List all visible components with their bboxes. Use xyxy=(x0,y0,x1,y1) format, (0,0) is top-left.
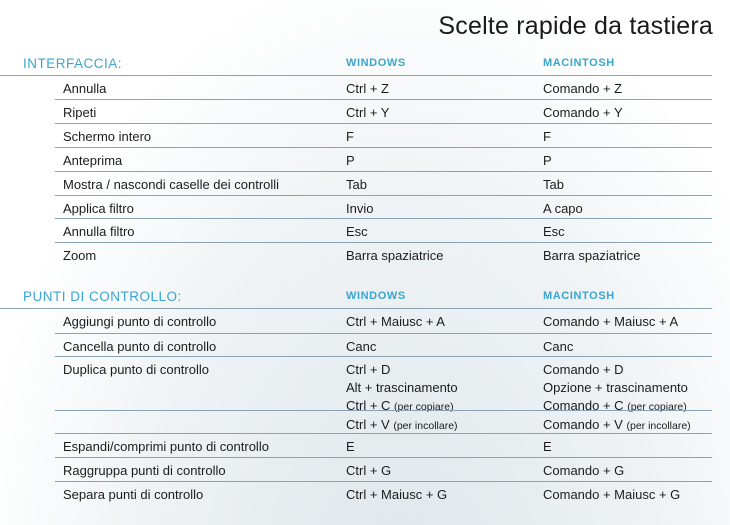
mac-shortcut-line: Comando + D xyxy=(543,362,624,377)
action-label: Separa punti di controllo xyxy=(63,487,204,502)
mac-shortcut: Comando + G xyxy=(543,463,625,478)
shortcut-row-cancella xyxy=(55,334,712,357)
windows-shortcut-line: Ctrl + V (per incollare) xyxy=(346,417,458,432)
windows-column-header: WINDOWS xyxy=(346,57,406,69)
action-label: Annulla filtro xyxy=(63,224,135,239)
shortcut-row-ripeti xyxy=(55,100,712,124)
action-label: Ripeti xyxy=(63,105,97,120)
windows-shortcut: Canc xyxy=(346,339,377,354)
mac-shortcut-list xyxy=(543,361,691,435)
action-label: Schermo intero xyxy=(63,129,152,144)
windows-shortcut: Ctrl + Maiusc + A xyxy=(346,314,445,329)
action-label: Cancella punto di controllo xyxy=(63,339,217,354)
windows-shortcut: Ctrl + Z xyxy=(346,81,389,96)
shortcut-row-annulla xyxy=(55,76,712,100)
shortcut-row-mostra-nascondi xyxy=(55,172,712,196)
windows-shortcut: Ctrl + Y xyxy=(346,105,390,120)
mac-shortcut: Barra spaziatrice xyxy=(543,248,641,263)
windows-column-header: WINDOWS xyxy=(346,290,406,302)
shortcut-row-applica-filtro xyxy=(55,196,712,219)
windows-shortcut: Invio xyxy=(346,201,374,216)
mac-shortcut-line: Opzione + trascinamento xyxy=(543,380,688,395)
mac-shortcut-line: Comando + V (per incollare) xyxy=(543,417,691,432)
row-divider xyxy=(55,410,712,411)
windows-shortcut-line: Ctrl + D xyxy=(346,362,391,377)
action-label: Applica filtro xyxy=(63,201,134,216)
mac-shortcut: P xyxy=(543,153,552,168)
section-header xyxy=(0,286,712,309)
shortcut-row-schermo-intero xyxy=(55,124,712,148)
shortcut-row-aggiungi xyxy=(55,309,712,334)
action-label: Anteprima xyxy=(63,153,123,168)
shortcut-row-zoom xyxy=(55,243,712,266)
shortcut-row-raggruppa xyxy=(55,458,712,482)
action-label: Mostra / nascondi caselle dei controlli xyxy=(63,177,280,192)
action-label: Annulla xyxy=(63,81,107,96)
page-title: Scelte rapide da tastiera xyxy=(438,12,713,40)
windows-shortcut: Barra spaziatrice xyxy=(346,248,444,263)
section-label: PUNTI DI CONTROLLO: xyxy=(23,289,182,304)
mac-shortcut: Tab xyxy=(543,177,564,192)
shortcut-note: (per copiare) xyxy=(627,401,687,413)
mac-shortcut: Esc xyxy=(543,224,565,239)
windows-shortcut-list xyxy=(346,361,458,435)
shortcut-row-espandi xyxy=(55,434,712,458)
mac-shortcut: Comando + Maiusc + A xyxy=(543,314,679,329)
shortcut-note: (per copiare) xyxy=(394,401,454,413)
mac-shortcut: Canc xyxy=(543,339,574,354)
action-label: Aggiungi punto di controllo xyxy=(63,314,217,329)
windows-shortcut: F xyxy=(346,129,354,144)
action-label: Zoom xyxy=(63,248,97,263)
macintosh-column-header: MACINTOSH xyxy=(543,290,615,302)
mac-shortcut: E xyxy=(543,439,552,454)
mac-shortcut: A capo xyxy=(543,201,583,216)
section-label: INTERFACCIA: xyxy=(23,56,123,71)
windows-shortcut: Esc xyxy=(346,224,368,239)
windows-shortcut-line: Alt + trascinamento xyxy=(346,380,458,395)
shortcut-row-annulla-filtro xyxy=(55,219,712,243)
action-label: Duplica punto di controllo xyxy=(63,362,209,377)
shortcut-row-anteprima xyxy=(55,148,712,172)
shortcut-note: (per incollare) xyxy=(626,420,691,432)
mac-shortcut-line: Comando + C (per copiare) xyxy=(543,398,687,413)
windows-shortcut: P xyxy=(346,153,355,168)
mac-shortcut: F xyxy=(543,129,551,144)
mac-shortcut: Comando + Maiusc + G xyxy=(543,487,681,502)
mac-shortcut: Comando + Y xyxy=(543,105,623,120)
windows-shortcut: Ctrl + Maiusc + G xyxy=(346,487,448,502)
windows-shortcut: Tab xyxy=(346,177,367,192)
shortcut-row-separa xyxy=(55,482,712,505)
shortcut-note: (per incollare) xyxy=(393,420,458,432)
macintosh-column-header: MACINTOSH xyxy=(543,57,615,69)
action-label: Raggruppa punti di controllo xyxy=(63,463,226,478)
windows-shortcut: Ctrl + G xyxy=(346,463,392,478)
shortcut-row-duplica xyxy=(55,357,712,434)
mac-shortcut: Comando + Z xyxy=(543,81,623,96)
section-header xyxy=(0,53,712,76)
windows-shortcut: E xyxy=(346,439,355,454)
action-label: Espandi/comprimi punto di controllo xyxy=(63,439,269,454)
windows-shortcut-line: Ctrl + C (per copiare) xyxy=(346,398,454,413)
